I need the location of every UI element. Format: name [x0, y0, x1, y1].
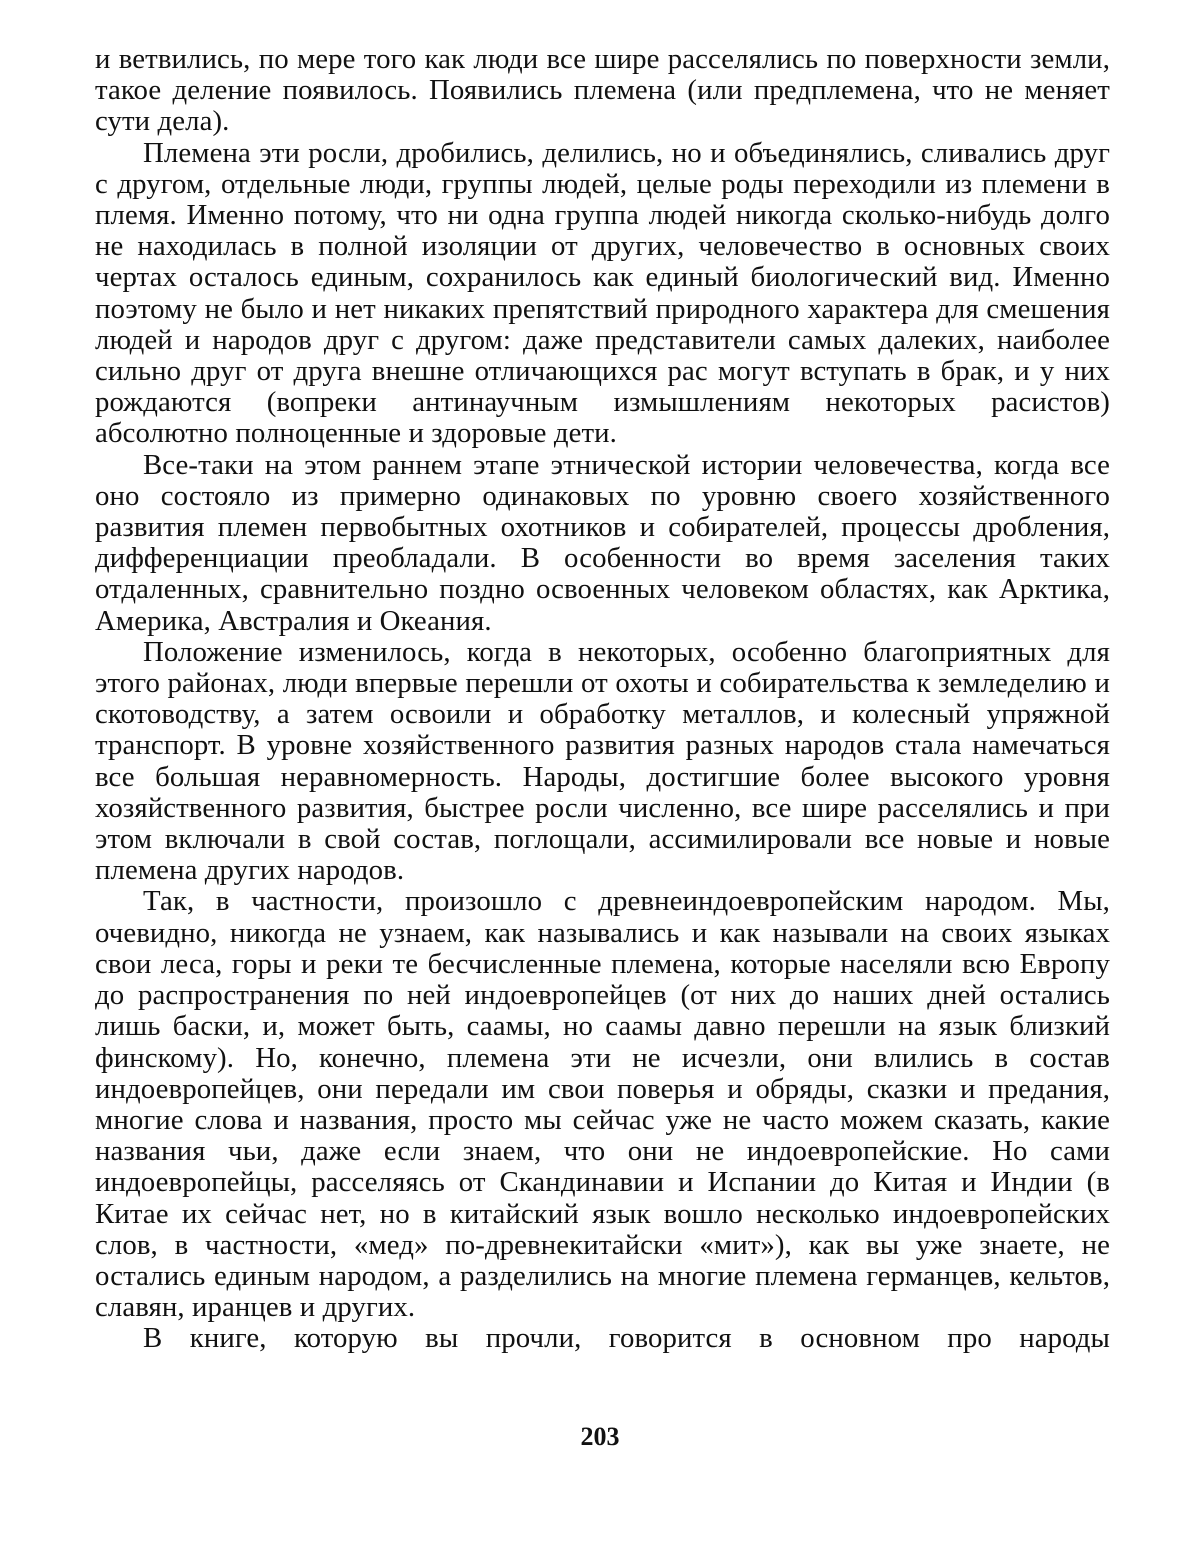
paragraph: Племена эти росли, дробились, делились, но и объединялись, сливались друг с другом, отдельные люди, группы людей, целые роды переходили из племени в племя. Именно потому, что ни одна группа людей никогда сколько-нибудь долго не находилась в полной изоляции от других, человечество в основных своих чертах осталось единым, сохранилось как единый биологический вид. Именно поэтому не было и нет никаких препятствий природного характера для смешения людей и народов друг с другом: даже представители самых далеких, наиболее сильно друг от друга внешне отличающихся рас могут вступать в брак, и у них рождаются (вопреки антинаучным измышлениям некоторых расистов) абсолютно полноценные и здоровые дети. — [95, 136, 1110, 450]
paragraph-continuation: и ветвились, по мере того как люди все шире расселялись по поверхности земли, такое деление появилось. Появились племена (или предплемена, что не меняет сути дела). — [95, 43, 1110, 138]
paragraph: Так, в частности, произошло с древнеиндоевропейским народом. Мы, очевидно, никогда не узнаем, как назывались и как называли на своих языках свои леса, горы и реки те бесчисленные племена, которые населяли всю Европу до распространения по ней индоевропейцев (от них до наших дней остались лишь баски, и, может быть, саамы, но саамы давно перешли на язык близкий финскому). Но, конечно, племена эти не исчезли, они влились в состав индоевропейцев, они передали им свои поверья и обряды, сказки и предания, многие слова и названия, просто мы сейчас уже не часто можем сказать, какие названия чьи, даже если знаем, что они не индоевропейские. Но сами индоевропейцы, расселяясь от Скандинавии и Испании до Китая и Индии (в Китае их сейчас нет, но в китайский язык вошло несколько индоевропейских слов, в частности, «мед» по-древнекитайски «мит»), как вы уже знаете, не остались единым народом, а разделились на многие племена германцев, кельтов, славян, иранцев и других. — [95, 885, 1110, 1324]
paragraph: Все-таки на этом раннем этапе этнической истории человечества, когда все оно состояло из примерно одинаковых по уровню своего хозяйственного развития племен первобытных охотников и собирателей, процессы дробления, дифференциации преобладали. В особенности во время заселения таких отдаленных, сравнительно поздно освоенных человеком областях, как Арктика, Америка, Австралия и Океания. — [95, 448, 1110, 637]
page-number: 203 — [580, 1422, 620, 1451]
paragraph: В книге, которую вы прочли, говорится в основном про народы — [143, 1322, 1110, 1355]
paragraph: Положение изменилось, когда в некоторых, особенно благоприятных для этого районах, люди впервые перешли от охоты и собирательства к земледелию и скотоводству, а затем освоили и обработку металлов, и колесный упряжной транспорт. В уровне хозяйственного развития разных народов стала намечаться все большая неравномерность. Народы, достигшие более высокого уровня хозяйственного развития, быстрее росли численно, все шире расселялись и при этом включали в свой состав, поглощали, ассимилировали все новые и новые племена других народов. — [95, 635, 1110, 887]
body-text — [95, 44, 1110, 1355]
